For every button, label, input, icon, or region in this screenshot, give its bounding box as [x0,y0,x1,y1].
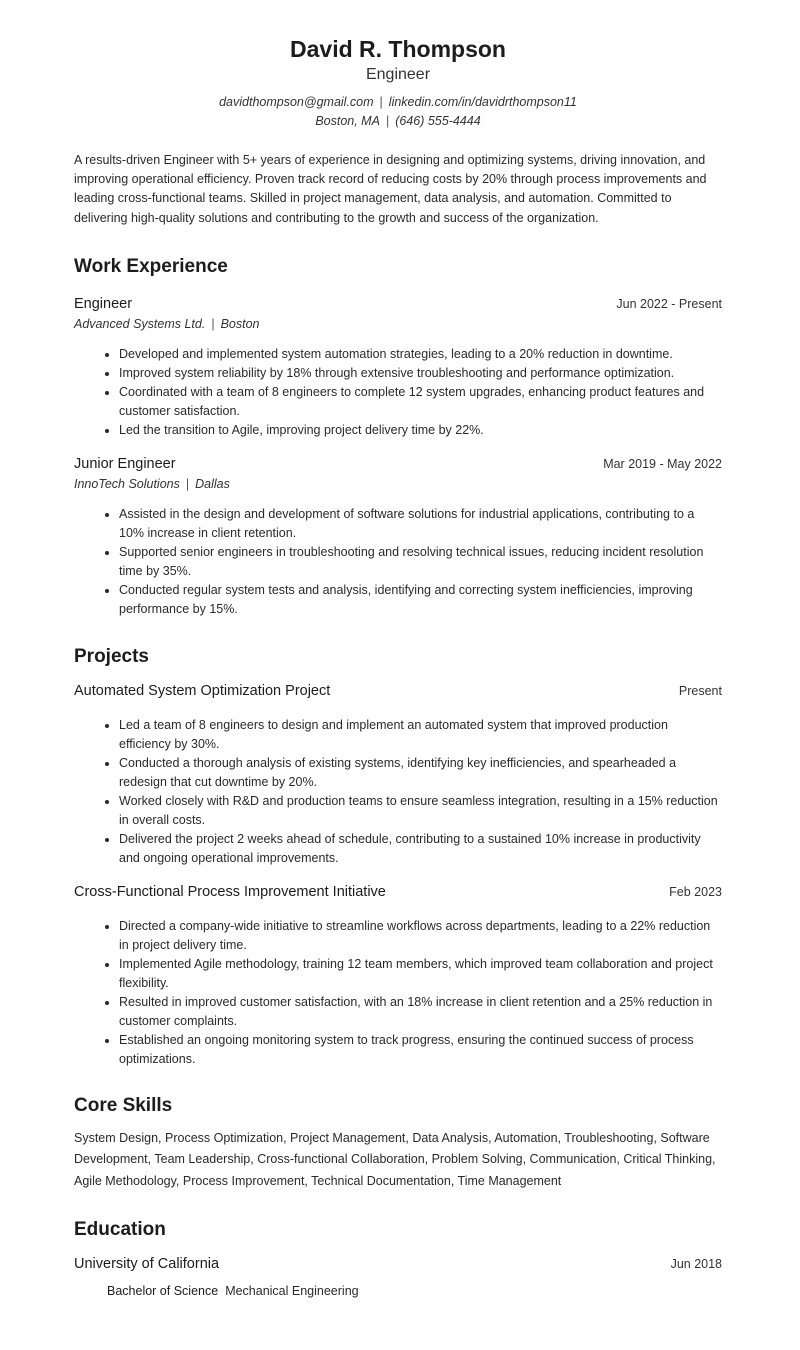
project-date: Present [678,683,722,698]
candidate-title: Engineer [365,66,431,83]
phone-text: (646) 555-4444 [395,114,481,128]
list-item: • Led the transition to Agile, improving project delivery time by 22%. [119,421,722,440]
contact-line-1 [74,93,722,112]
education-section [74,1218,722,1300]
project-bullet-list [74,917,722,1069]
project-title: Automated System Optimization Project [74,682,331,699]
list-item: • Led a team of 8 engineers to design and implement an automated system that improved production efficiency by 30%. [119,716,722,754]
list-item: • Assisted in the design and development of software solutions for industrial applications, contributing to a 10% increase in client retention. [119,505,722,543]
list-item: • Implemented Agile methodology, training 12 team members, which improved team collaboration and project flexibility. [119,955,722,993]
candidate-name: David R. Thompson [290,36,506,62]
list-item: • Delivered the project 2 weeks ahead of schedule, contributing to a sustained 10% increase in productivity and ongoing operational improvements. [119,830,722,868]
job-company-line [74,475,722,493]
resume-header [74,0,722,131]
list-item: • Conducted a thorough analysis of existing systems, identifying key inefficiencies, and spearheaded a redesign that cut downtime by 20%. [119,754,722,792]
contact-separator: | [379,95,383,109]
job-bullet-list [74,345,722,440]
list-item: • Resulted in improved customer satisfaction, with an 18% increase in client retention and a 25% reduction in customer complaints. [119,993,722,1031]
company-separator: | [185,476,190,491]
job-company: InnoTech Solutions [74,476,180,491]
list-item: • Directed a company-wide initiative to streamline workflows across departments, leading to a 22% reduction in project delivery time. [119,917,722,955]
job-location: Boston [220,316,260,331]
degree-field: Mechanical Engineering [225,1284,359,1299]
work-experience-section [74,255,722,619]
job-dates: Mar 2019 - May 2022 [603,456,722,471]
project-title: Cross-Functional Process Improvement Initiative [74,883,386,900]
job-company: Advanced Systems Ltd. [74,316,206,331]
list-item: • Supported senior engineers in troubleshooting and resolving technical issues, reducing incident resolution time by 35%. [119,543,722,581]
contact-line-2 [74,112,722,131]
job-entry [74,294,722,440]
section-heading-work: Work Experience [74,255,228,277]
professional-summary: A results-driven Engineer with 5+ years of experience in designing and optimizing systems, driving innovation, and improving operational efficiency. Proven track record of reducing costs by 20% through process improvements and leading cross-functional teams. Skilled in project management, data analysis, and automation. Committed to delivering high-quality solutions and contributing to the growth and success of the organization. [74,153,707,225]
list-item: • Conducted regular system tests and analysis, identifying and correcting system inefficiencies, improving performance by 15%. [119,581,722,619]
section-heading-projects: Projects [74,645,149,667]
job-title: Engineer [74,295,133,312]
school-name: University of California [74,1256,220,1273]
job-entry [74,454,722,619]
project-date: Feb 2023 [669,884,722,899]
skills-section [74,1094,722,1193]
contact-separator: | [385,114,390,128]
project-entry [74,681,722,868]
linkedin-link[interactable]: linkedin.com/in/davidrthompson11 [388,95,577,109]
list-item: • Worked closely with R&D and production teams to ensure seamless integration, resulting in a 15% reduction in overall costs. [119,792,722,830]
job-company-line [74,315,722,333]
project-bullet-list [74,716,722,868]
email-link[interactable]: davidthompson@gmail.com [219,95,374,109]
degree-line [74,1282,722,1300]
list-item: • Developed and implemented system automation strategies, leading to a 20% reduction in downtime. [119,345,722,364]
projects-section [74,645,722,1069]
graduation-date: Jun 2018 [670,1257,722,1272]
project-entry [74,882,722,1069]
job-location: Dallas [195,476,230,491]
degree-name: Bachelor of Science [107,1284,219,1299]
job-title: Junior Engineer [74,455,176,472]
section-heading-skills: Core Skills [74,1094,173,1116]
section-heading-education: Education [74,1219,166,1241]
list-item: • Improved system reliability by 18% through extensive troubleshooting and performance optimization. [119,364,722,383]
list-item: • Coordinated with a team of 8 engineers to complete 12 system upgrades, enhancing product features and customer satisfaction. [119,383,722,421]
skills-list: System Design, Process Optimization, Project Management, Data Analysis, Automation, Troubleshooting, Software Development, Team Leadership, Cross-functional Collaboration, Problem Solving, Communication, Critical Thinking, Agile Methodology, Process Improvement, Technical Documentation, Time Management [74,1130,716,1188]
location-text: Boston, MA [315,114,380,128]
company-separator: | [211,316,215,331]
list-item: • Established an ongoing monitoring system to track progress, ensuring the continued success of process optimizations. [119,1031,722,1069]
job-dates: Jun 2022 - Present [616,296,722,311]
job-bullet-list [74,505,722,619]
